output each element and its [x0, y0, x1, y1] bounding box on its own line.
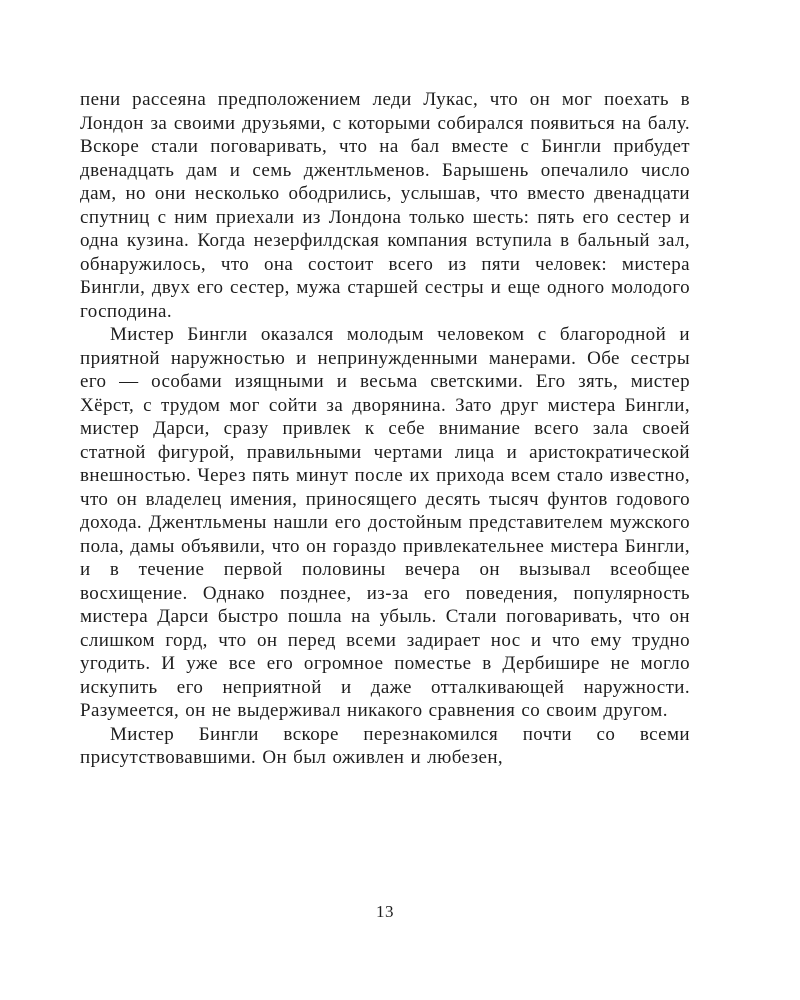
paragraph: Мистер Бингли вскоре перезнакомился почти со всеми присутствовавшими. Он был оживлен и любезен, — [80, 723, 690, 768]
text-block — [80, 88, 690, 770]
paragraph: Мистер Бингли оказался молодым человеком с благородной и приятной наружностью и непринужденными манерами. Обе сестры его — особами изящными и весьма светскими. Его зять, мистер Хёрст, с трудом мог сойти за дворянина. Зато друг мистера Бингли, мистер Дарси, сразу привлек к себе внимание всего зала своей статной фигурой, правильными чертами лица и аристократической внешностью. Через пять минут после их прихода всем стало известно, что он владелец имения, приносящего десять тысяч фунтов годового дохода. Джентльмены нашли его достойным представителем мужского пола, дамы объявили, что он гораздо привлекательнее мистера Бингли, и в течение первой половины вечера он вызывал всеобщее восхищение. Однако позднее, из-за его поведения, популярность мистера Дарси быстро пошла на убыль. Стали поговаривать, что он слишком горд, что он перед всеми задирает нос и что ему трудно угодить. И уже все его огромное поместье в Дербишире не могло искупить его неприятной и даже отталкивающей наружности. Разумеется, он не выдерживал никакого сравнения со своим другом. — [80, 324, 690, 721]
page-number: 13 — [376, 902, 394, 921]
paragraph-continuation: пени рассеяна предположением леди Лукас, что он мог поехать в Лондон за своими друзьями, с которыми собирался появиться на балу. Вскоре стали поговаривать, что на бал вместе с Бингли прибудет двенадцать дам и семь джентльменов. Барышень опечалило число дам, но они несколько ободрились, услышав, что вместо двенадцати спутниц с ним приехали из Лондона только шесть: пять его сестер и одна кузина. Когда незерфилдская компания вступила в бальный зал, обнаружилось, что она состоит всего из пяти человек: мистера Бингли, двух его сестер, мужа старшей сестры и еще одного молодого господина. — [80, 89, 690, 322]
